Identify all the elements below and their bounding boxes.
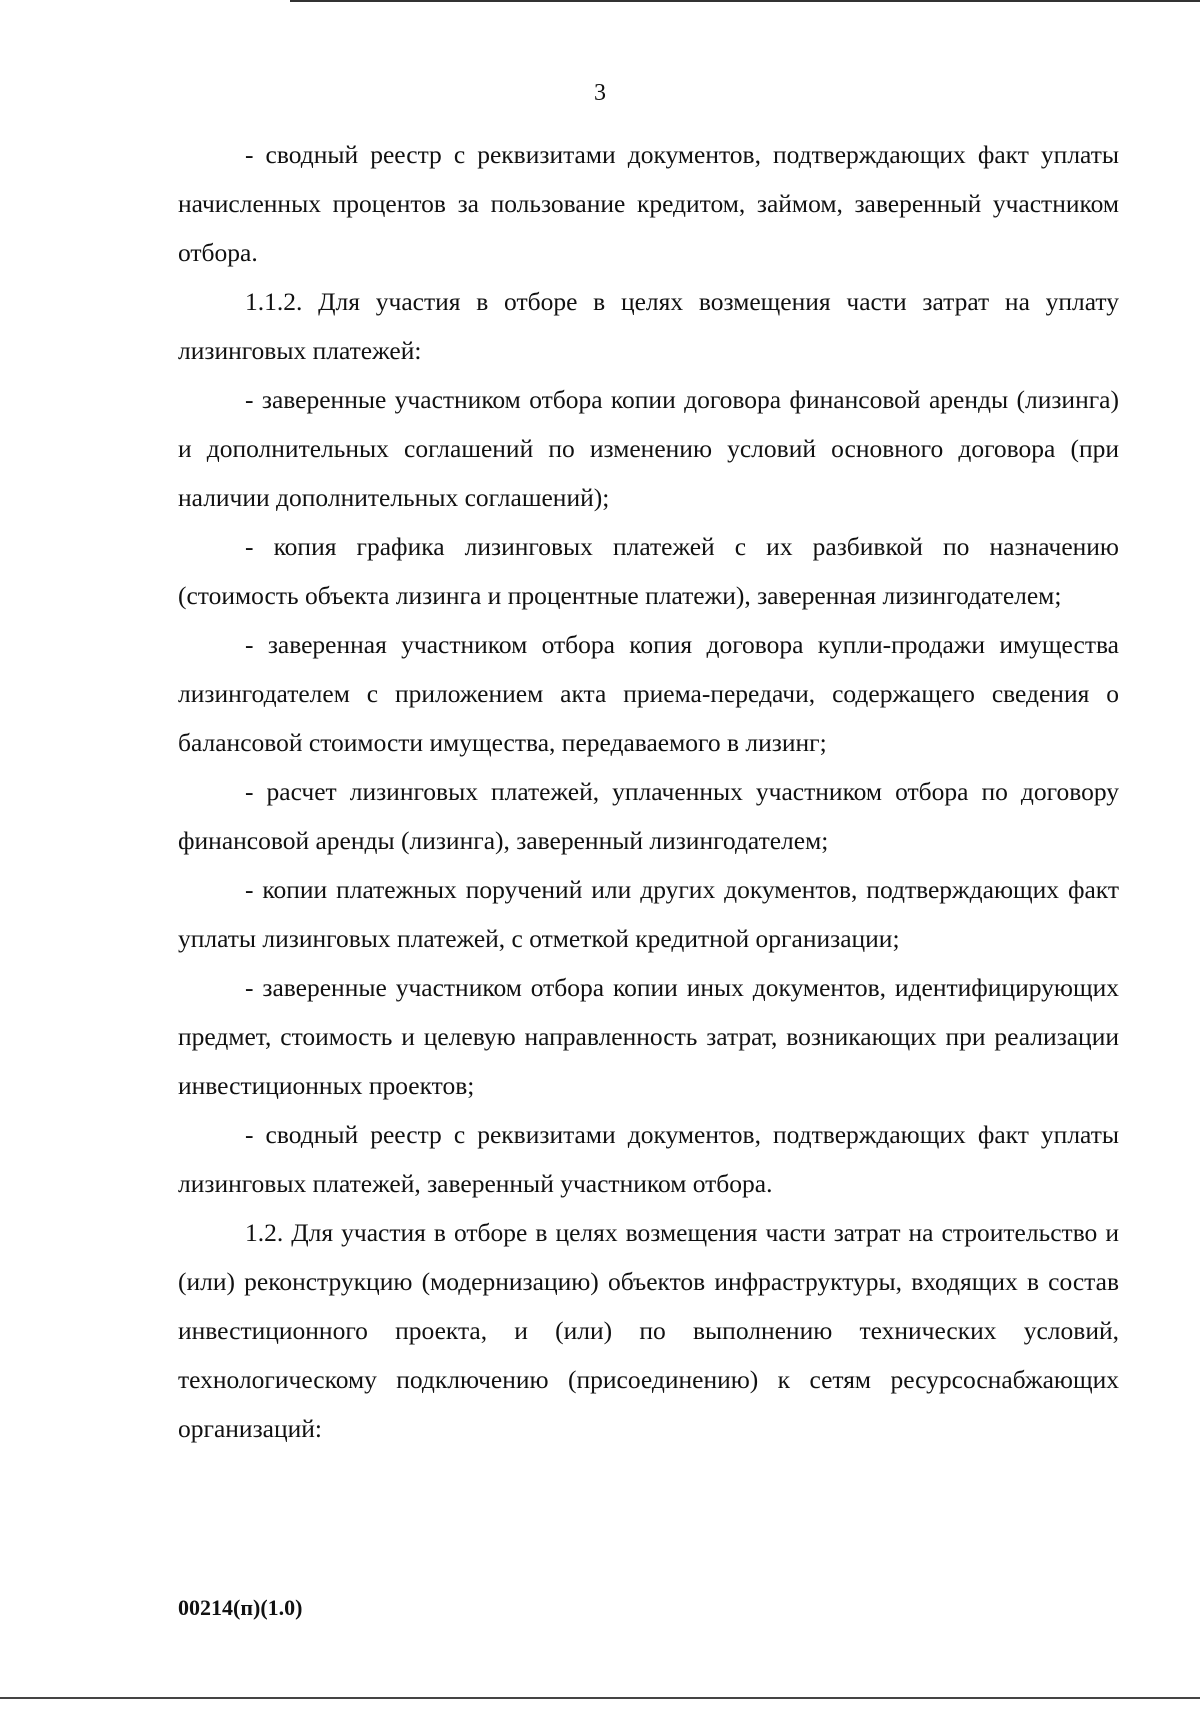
document-footer-code: 00214(п)(1.0)	[178, 1595, 303, 1620]
paragraph-other-documents: - заверенные участником отбора копии иных документов, идентифицирующих предмет, стоимость и целевую направленность затрат, возникающих при реализации инвестиционных проектов;	[178, 973, 1119, 1100]
paragraph-lease-payment-calculation: - расчет лизинговых платежей, уплаченных участником отбора по договору финансовой аренды (лизинга), заверенный лизингодателем;	[178, 777, 1119, 855]
bottom-edge-rule	[0, 1697, 1200, 1699]
paragraph-section-1-1-2: 1.1.2. Для участия в отборе в целях возмещения части затрат на уплату лизинговых платежей:	[178, 287, 1119, 365]
paragraph-purchase-contract-copy: - заверенная участником отбора копия договора купли-продажи имущества лизингодателем с приложением акта приема-передачи, содержащего сведения о балансовой стоимости имущества, передаваемого в лизинг;	[178, 630, 1119, 757]
document-body	[178, 130, 1119, 1453]
paragraph-payment-orders: - копии платежных поручений или других документов, подтверждающих факт уплаты лизинговых платежей, с отметкой кредитной организации;	[178, 875, 1119, 953]
paragraph-summary-registry-interest: - сводный реестр с реквизитами документов, подтверждающих факт уплаты начисленных процентов за пользование кредитом, займом, заверенный участником отбора.	[178, 140, 1119, 267]
paragraph-lease-payment-schedule: - копия графика лизинговых платежей с их разбивкой по назначению (стоимость объекта лизинга и процентные платежи), заверенная лизингодателем;	[178, 532, 1119, 610]
top-edge-rule	[290, 0, 1200, 2]
page-number: 3	[594, 80, 606, 106]
paragraph-section-1-2: 1.2. Для участия в отборе в целях возмещения части затрат на строительство и (или) реконструкцию (модернизацию) объектов инфраструктуры, входящих в состав инвестиционного проекта, и (или) по выполнению технических условий, технологическому подключению (присоединению) к сетям ресурсоснабжающих организаций:	[178, 1218, 1119, 1443]
paragraph-lease-contract-copies: - заверенные участником отбора копии договора финансовой аренды (лизинга) и дополнительных соглашений по изменению условий основного договора (при наличии дополнительных соглашений);	[178, 385, 1119, 512]
paragraph-summary-registry-lease: - сводный реестр с реквизитами документов, подтверждающих факт уплаты лизинговых платежей, заверенный участником отбора.	[178, 1120, 1119, 1198]
